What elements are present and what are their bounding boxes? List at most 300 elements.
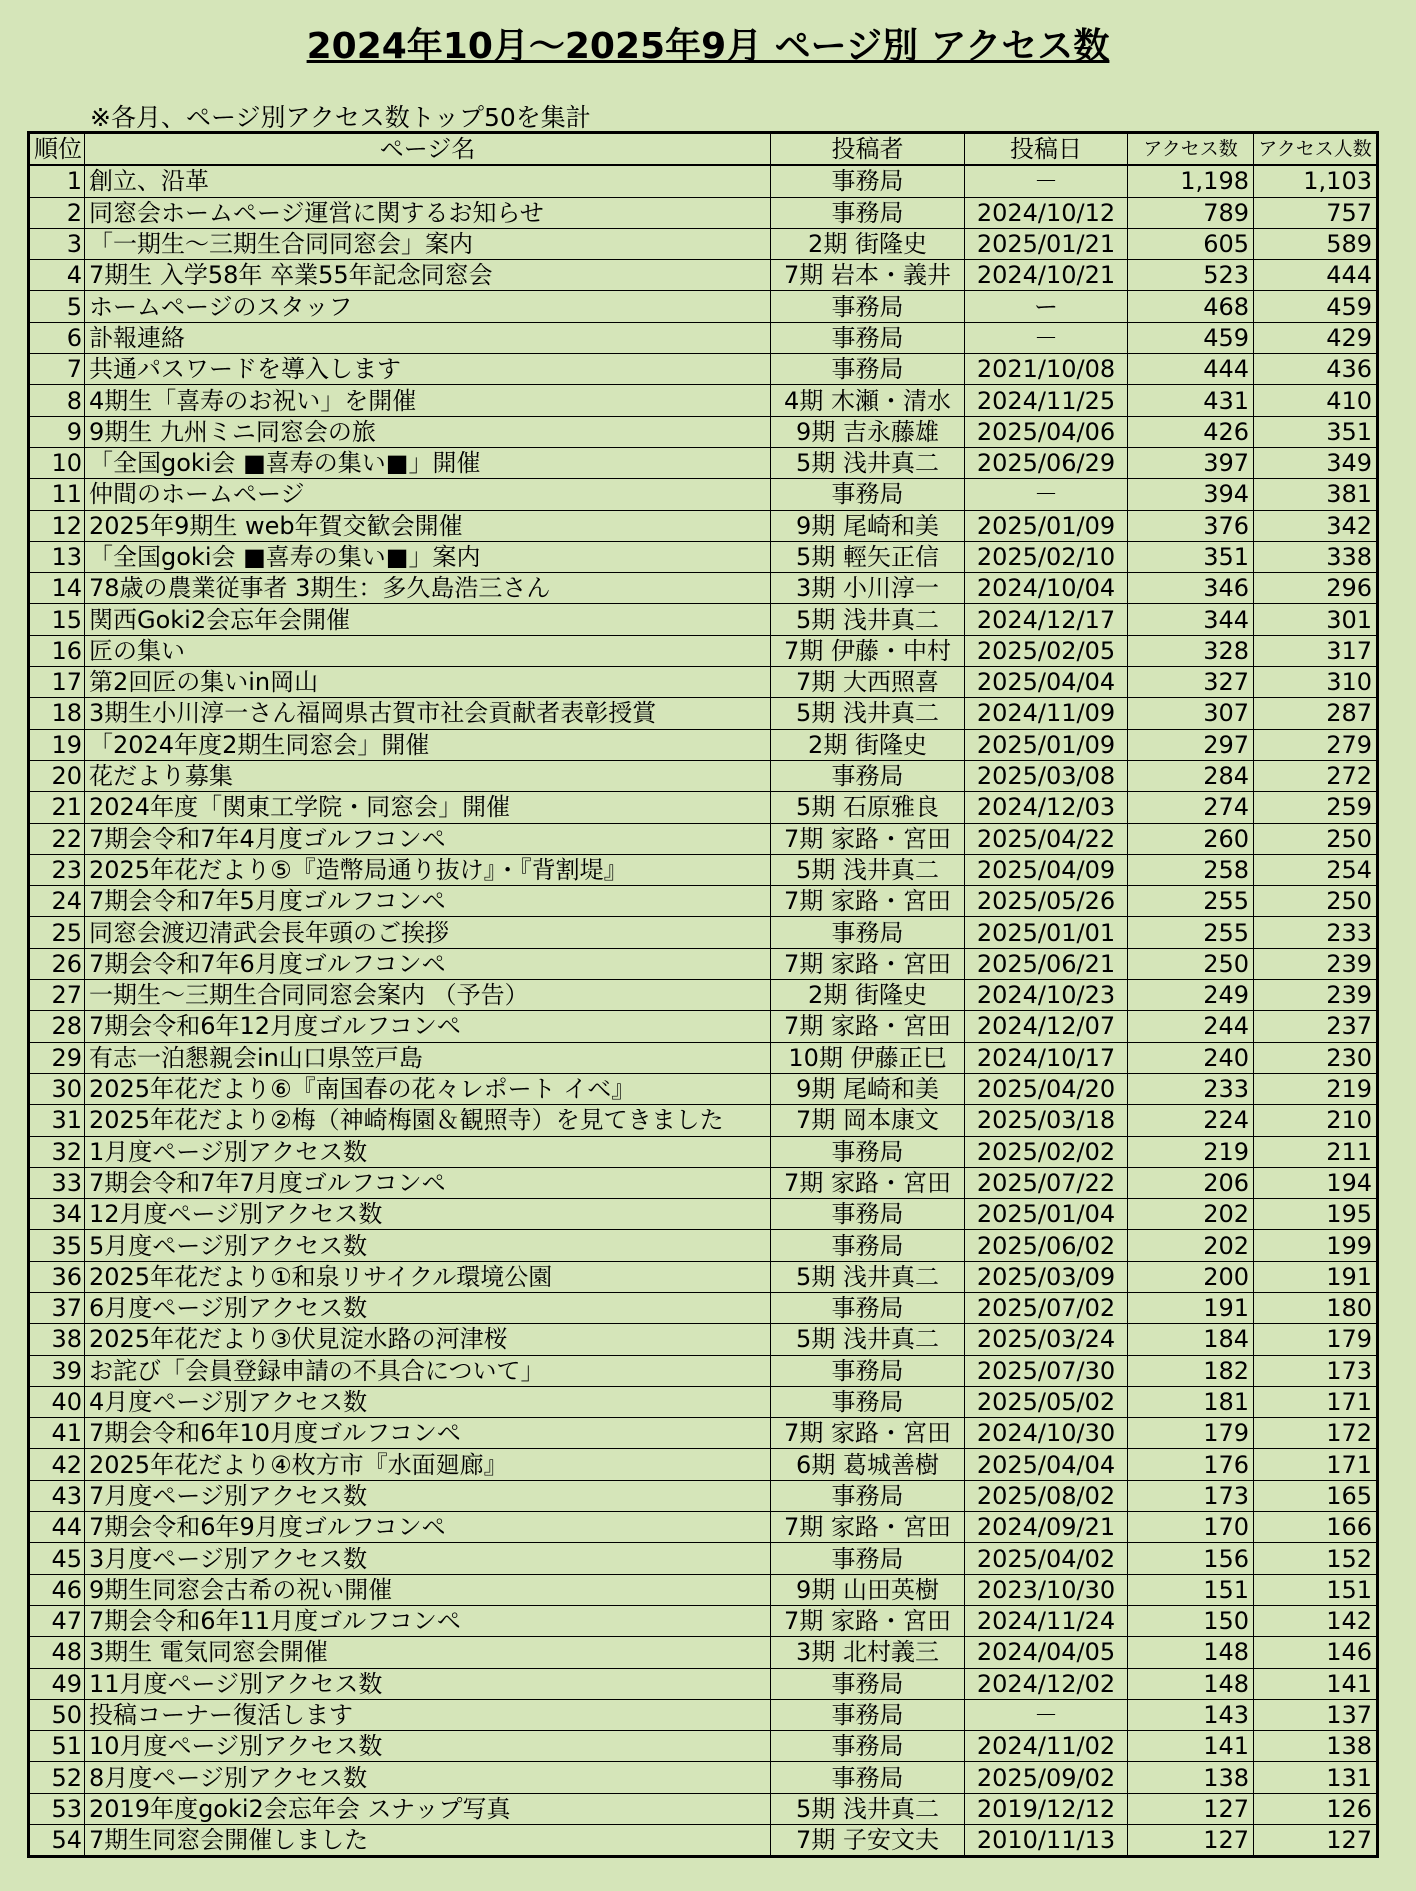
row-visitor-count: 233 bbox=[1254, 917, 1378, 948]
row-page-name: 4期生「喜寿のお祝い」を開催 bbox=[85, 385, 771, 416]
row-author: 2期 街隆史 bbox=[771, 729, 965, 760]
table-row bbox=[29, 635, 1378, 666]
row-visitor-count: 436 bbox=[1254, 354, 1378, 385]
row-access-count: 376 bbox=[1128, 510, 1254, 541]
row-rank: 6 bbox=[29, 322, 85, 353]
row-author: 事務局 bbox=[771, 1762, 965, 1793]
row-author: 5期 浅井真二 bbox=[771, 604, 965, 635]
row-visitor-count: 237 bbox=[1254, 1011, 1378, 1042]
row-author: 5期 浅井真二 bbox=[771, 698, 965, 729]
row-rank: 22 bbox=[29, 823, 85, 854]
row-rank: 14 bbox=[29, 573, 85, 604]
row-rank: 26 bbox=[29, 948, 85, 979]
row-access-count: 148 bbox=[1128, 1668, 1254, 1699]
row-author: 7期 家路・宮田 bbox=[771, 823, 965, 854]
row-page-name: 7期会令和7年4月度ゴルフコンペ bbox=[85, 823, 771, 854]
table-row bbox=[29, 228, 1378, 259]
row-access-count: 605 bbox=[1128, 228, 1254, 259]
row-rank: 36 bbox=[29, 1261, 85, 1292]
row-visitor-count: 301 bbox=[1254, 604, 1378, 635]
row-access-count: 202 bbox=[1128, 1230, 1254, 1261]
row-post-date: 2025/01/09 bbox=[965, 510, 1128, 541]
header-access-count: アクセス数 bbox=[1128, 133, 1254, 166]
row-author: 事務局 bbox=[771, 1355, 965, 1386]
row-rank: 3 bbox=[29, 228, 85, 259]
row-visitor-count: 199 bbox=[1254, 1230, 1378, 1261]
row-rank: 34 bbox=[29, 1199, 85, 1230]
page-title: 2024年10月～2025年9月 ページ別 アクセス数 bbox=[306, 26, 1110, 67]
row-visitor-count: 172 bbox=[1254, 1418, 1378, 1449]
row-rank: 45 bbox=[29, 1543, 85, 1574]
row-post-date: 2024/12/03 bbox=[965, 792, 1128, 823]
table-row bbox=[29, 886, 1378, 917]
table-row bbox=[29, 1324, 1378, 1355]
table-row bbox=[29, 917, 1378, 948]
row-access-count: 249 bbox=[1128, 980, 1254, 1011]
row-access-count: 260 bbox=[1128, 823, 1254, 854]
table-row bbox=[29, 1699, 1378, 1730]
row-access-count: 431 bbox=[1128, 385, 1254, 416]
row-post-date: 2025/04/06 bbox=[965, 416, 1128, 447]
row-page-name: 2025年花だより⑤『造幣局通り抜け』・『背割堤』 bbox=[85, 854, 771, 885]
table-row bbox=[29, 573, 1378, 604]
row-post-date: 2024/10/30 bbox=[965, 1418, 1128, 1449]
row-page-name: 「全国goki会 ■喜寿の集い■」案内 bbox=[85, 541, 771, 572]
row-visitor-count: 131 bbox=[1254, 1762, 1378, 1793]
row-author: 7期 家路・宮田 bbox=[771, 1011, 965, 1042]
row-page-name: 9期生 九州ミニ同窓会の旅 bbox=[85, 416, 771, 447]
row-post-date: 2024/12/02 bbox=[965, 1668, 1128, 1699]
row-post-date: 2025/03/24 bbox=[965, 1324, 1128, 1355]
row-page-name: 12月度ページ別アクセス数 bbox=[85, 1199, 771, 1230]
table-row bbox=[29, 416, 1378, 447]
table-row bbox=[29, 980, 1378, 1011]
row-post-date: 2025/02/05 bbox=[965, 635, 1128, 666]
row-page-name: 7期生 入学58年 卒業55年記念同窓会 bbox=[85, 260, 771, 291]
row-access-count: 141 bbox=[1128, 1731, 1254, 1762]
row-visitor-count: 194 bbox=[1254, 1167, 1378, 1198]
row-post-date: － bbox=[965, 479, 1128, 510]
row-post-date: 2024/11/24 bbox=[965, 1605, 1128, 1636]
table-row bbox=[29, 1637, 1378, 1668]
row-access-count: 170 bbox=[1128, 1512, 1254, 1543]
table-row bbox=[29, 604, 1378, 635]
row-post-date: 2024/10/12 bbox=[965, 197, 1128, 228]
row-page-name: 8月度ページ別アクセス数 bbox=[85, 1762, 771, 1793]
table-row bbox=[29, 1355, 1378, 1386]
row-post-date: 2010/11/13 bbox=[965, 1825, 1128, 1857]
row-access-count: 394 bbox=[1128, 479, 1254, 510]
row-page-name: 3期生 電気同窓会開催 bbox=[85, 1637, 771, 1668]
row-access-count: 143 bbox=[1128, 1699, 1254, 1730]
row-visitor-count: 230 bbox=[1254, 1042, 1378, 1073]
row-rank: 24 bbox=[29, 886, 85, 917]
header-author: 投稿者 bbox=[771, 133, 965, 166]
row-rank: 29 bbox=[29, 1042, 85, 1073]
row-author: 事務局 bbox=[771, 197, 965, 228]
row-page-name: 2025年花だより④枚方市『水面廻廊』 bbox=[85, 1449, 771, 1480]
row-visitor-count: 259 bbox=[1254, 792, 1378, 823]
row-access-count: 184 bbox=[1128, 1324, 1254, 1355]
row-page-name: 5月度ページ別アクセス数 bbox=[85, 1230, 771, 1261]
row-post-date: 2025/06/21 bbox=[965, 948, 1128, 979]
row-page-name: 2025年花だより③伏見淀水路の河津桜 bbox=[85, 1324, 771, 1355]
row-access-count: 255 bbox=[1128, 917, 1254, 948]
row-author: 5期 浅井真二 bbox=[771, 1261, 965, 1292]
row-rank: 5 bbox=[29, 291, 85, 322]
row-author: 事務局 bbox=[771, 1668, 965, 1699]
row-post-date: 2024/12/17 bbox=[965, 604, 1128, 635]
row-post-date: － bbox=[965, 1699, 1128, 1730]
row-page-name: 関西Goki2会忘年会開催 bbox=[85, 604, 771, 635]
table-row bbox=[29, 260, 1378, 291]
row-page-name: 7期会令和6年11月度ゴルフコンペ bbox=[85, 1605, 771, 1636]
table-row bbox=[29, 854, 1378, 885]
row-author: 事務局 bbox=[771, 1199, 965, 1230]
row-page-name: 7期生同窓会開催しました bbox=[85, 1825, 771, 1857]
row-rank: 43 bbox=[29, 1480, 85, 1511]
row-visitor-count: 171 bbox=[1254, 1386, 1378, 1417]
row-author: 事務局 bbox=[771, 322, 965, 353]
row-rank: 46 bbox=[29, 1574, 85, 1605]
row-post-date: 2024/10/21 bbox=[965, 260, 1128, 291]
row-rank: 37 bbox=[29, 1292, 85, 1323]
row-post-date: 2025/05/02 bbox=[965, 1386, 1128, 1417]
row-access-count: 328 bbox=[1128, 635, 1254, 666]
row-post-date: 2024/10/23 bbox=[965, 980, 1128, 1011]
row-post-date: 2025/04/20 bbox=[965, 1073, 1128, 1104]
row-post-date: 2025/05/26 bbox=[965, 886, 1128, 917]
row-page-name: 2024年度「関東工学院・同窓会」開催 bbox=[85, 792, 771, 823]
table-row bbox=[29, 1073, 1378, 1104]
table-row bbox=[29, 1105, 1378, 1136]
row-post-date: 2023/10/30 bbox=[965, 1574, 1128, 1605]
row-access-count: 148 bbox=[1128, 1637, 1254, 1668]
table-row bbox=[29, 948, 1378, 979]
row-access-count: 127 bbox=[1128, 1825, 1254, 1857]
row-author: 7期 伊藤・中村 bbox=[771, 635, 965, 666]
row-access-count: 307 bbox=[1128, 698, 1254, 729]
row-page-name: 「全国goki会 ■喜寿の集い■」開催 bbox=[85, 447, 771, 478]
row-page-name: 7期会令和7年7月度ゴルフコンペ bbox=[85, 1167, 771, 1198]
row-access-count: 426 bbox=[1128, 416, 1254, 447]
row-visitor-count: 165 bbox=[1254, 1480, 1378, 1511]
row-rank: 10 bbox=[29, 447, 85, 478]
row-visitor-count: 250 bbox=[1254, 823, 1378, 854]
row-visitor-count: 381 bbox=[1254, 479, 1378, 510]
row-rank: 51 bbox=[29, 1731, 85, 1762]
row-access-count: 138 bbox=[1128, 1762, 1254, 1793]
row-access-count: 150 bbox=[1128, 1605, 1254, 1636]
row-rank: 48 bbox=[29, 1637, 85, 1668]
row-access-count: 224 bbox=[1128, 1105, 1254, 1136]
row-page-name: 訃報連絡 bbox=[85, 322, 771, 353]
row-post-date: 2024/11/09 bbox=[965, 698, 1128, 729]
table-row bbox=[29, 1731, 1378, 1762]
row-post-date: 2024/11/02 bbox=[965, 1731, 1128, 1762]
row-page-name: ホームページのスタッフ bbox=[85, 291, 771, 322]
row-post-date: 2019/12/12 bbox=[965, 1793, 1128, 1824]
row-page-name: 7期会令和7年6月度ゴルフコンペ bbox=[85, 948, 771, 979]
row-visitor-count: 171 bbox=[1254, 1449, 1378, 1480]
header-rank: 順位 bbox=[29, 133, 85, 166]
row-page-name: 7月度ページ別アクセス数 bbox=[85, 1480, 771, 1511]
row-author: 7期 岡本康文 bbox=[771, 1105, 965, 1136]
row-author: 事務局 bbox=[771, 1543, 965, 1574]
row-author: 7期 家路・宮田 bbox=[771, 886, 965, 917]
row-access-count: 351 bbox=[1128, 541, 1254, 572]
row-author: 5期 輕矢正信 bbox=[771, 541, 965, 572]
row-author: 7期 子安文夫 bbox=[771, 1825, 965, 1857]
row-post-date: 2025/01/21 bbox=[965, 228, 1128, 259]
table-row bbox=[29, 823, 1378, 854]
row-author: 5期 浅井真二 bbox=[771, 854, 965, 885]
row-page-name: 3期生小川淳一さん福岡県古賀市社会貢献者表彰授賞 bbox=[85, 698, 771, 729]
row-page-name: 7期会令和6年10月度ゴルフコンペ bbox=[85, 1418, 771, 1449]
row-access-count: 258 bbox=[1128, 854, 1254, 885]
row-author: 5期 浅井真二 bbox=[771, 447, 965, 478]
table-row bbox=[29, 1292, 1378, 1323]
row-access-count: 468 bbox=[1128, 291, 1254, 322]
row-author: 5期 浅井真二 bbox=[771, 1324, 965, 1355]
row-rank: 15 bbox=[29, 604, 85, 635]
row-visitor-count: 239 bbox=[1254, 980, 1378, 1011]
row-rank: 41 bbox=[29, 1418, 85, 1449]
row-page-name: 仲間のホームページ bbox=[85, 479, 771, 510]
row-visitor-count: 272 bbox=[1254, 760, 1378, 791]
row-post-date: 2021/10/08 bbox=[965, 354, 1128, 385]
row-rank: 8 bbox=[29, 385, 85, 416]
row-page-name: 「一期生～三期生合同同窓会」案内 bbox=[85, 228, 771, 259]
row-post-date: 2025/04/04 bbox=[965, 667, 1128, 698]
row-page-name: 花だより募集 bbox=[85, 760, 771, 791]
row-post-date: 2025/09/02 bbox=[965, 1762, 1128, 1793]
row-author: 2期 街隆史 bbox=[771, 228, 965, 259]
row-author: 9期 山田英樹 bbox=[771, 1574, 965, 1605]
row-post-date: 2024/10/04 bbox=[965, 573, 1128, 604]
row-visitor-count: 180 bbox=[1254, 1292, 1378, 1323]
row-rank: 23 bbox=[29, 854, 85, 885]
table-row bbox=[29, 1011, 1378, 1042]
row-post-date: 2025/01/04 bbox=[965, 1199, 1128, 1230]
table-row bbox=[29, 1261, 1378, 1292]
row-post-date: 2025/06/02 bbox=[965, 1230, 1128, 1261]
table-row bbox=[29, 322, 1378, 353]
row-author: 事務局 bbox=[771, 1292, 965, 1323]
row-post-date: 2025/02/10 bbox=[965, 541, 1128, 572]
row-visitor-count: 349 bbox=[1254, 447, 1378, 478]
row-access-count: 233 bbox=[1128, 1073, 1254, 1104]
row-access-count: 459 bbox=[1128, 322, 1254, 353]
table-row bbox=[29, 1386, 1378, 1417]
row-post-date: 2025/01/09 bbox=[965, 729, 1128, 760]
header-visitor-count: アクセス人数 bbox=[1254, 133, 1378, 166]
row-post-date: 2025/04/22 bbox=[965, 823, 1128, 854]
row-post-date: 2025/03/18 bbox=[965, 1105, 1128, 1136]
row-rank: 16 bbox=[29, 635, 85, 666]
row-page-name: 2019年度goki2会忘年会 スナップ写真 bbox=[85, 1793, 771, 1824]
table-note: ※各月、ページ別アクセス数トップ50を集計 bbox=[90, 103, 591, 132]
row-rank: 42 bbox=[29, 1449, 85, 1480]
row-access-count: 344 bbox=[1128, 604, 1254, 635]
row-page-name: 7期会令和6年9月度ゴルフコンペ bbox=[85, 1512, 771, 1543]
table-row bbox=[29, 1199, 1378, 1230]
row-access-count: 176 bbox=[1128, 1449, 1254, 1480]
row-page-name: 「2024年度2期生同窓会」開催 bbox=[85, 729, 771, 760]
row-access-count: 219 bbox=[1128, 1136, 1254, 1167]
row-rank: 32 bbox=[29, 1136, 85, 1167]
row-author: 7期 家路・宮田 bbox=[771, 1512, 965, 1543]
row-visitor-count: 173 bbox=[1254, 1355, 1378, 1386]
table-body bbox=[29, 165, 1378, 1857]
row-access-count: 255 bbox=[1128, 886, 1254, 917]
row-visitor-count: 410 bbox=[1254, 385, 1378, 416]
row-access-count: 181 bbox=[1128, 1386, 1254, 1417]
row-visitor-count: 254 bbox=[1254, 854, 1378, 885]
row-visitor-count: 166 bbox=[1254, 1512, 1378, 1543]
row-author: 事務局 bbox=[771, 917, 965, 948]
row-access-count: 297 bbox=[1128, 729, 1254, 760]
row-visitor-count: 195 bbox=[1254, 1199, 1378, 1230]
row-access-count: 240 bbox=[1128, 1042, 1254, 1073]
row-rank: 28 bbox=[29, 1011, 85, 1042]
row-visitor-count: 151 bbox=[1254, 1574, 1378, 1605]
row-visitor-count: 338 bbox=[1254, 541, 1378, 572]
row-visitor-count: 219 bbox=[1254, 1073, 1378, 1104]
table-row bbox=[29, 1574, 1378, 1605]
row-rank: 27 bbox=[29, 980, 85, 1011]
row-visitor-count: 210 bbox=[1254, 1105, 1378, 1136]
row-visitor-count: 179 bbox=[1254, 1324, 1378, 1355]
header-post-date: 投稿日 bbox=[965, 133, 1128, 166]
row-access-count: 250 bbox=[1128, 948, 1254, 979]
row-access-count: 327 bbox=[1128, 667, 1254, 698]
row-author: 事務局 bbox=[771, 1480, 965, 1511]
row-author: 4期 木瀬・清水 bbox=[771, 385, 965, 416]
row-author: 7期 家路・宮田 bbox=[771, 1605, 965, 1636]
row-post-date: 2025/04/04 bbox=[965, 1449, 1128, 1480]
row-rank: 25 bbox=[29, 917, 85, 948]
row-page-name: 2025年9期生 web年賀交歓会開催 bbox=[85, 510, 771, 541]
table-row bbox=[29, 760, 1378, 791]
row-author: 事務局 bbox=[771, 1731, 965, 1762]
table-row bbox=[29, 1512, 1378, 1543]
row-rank: 47 bbox=[29, 1605, 85, 1636]
table-row bbox=[29, 165, 1378, 197]
table-header-row bbox=[29, 133, 1378, 166]
row-rank: 21 bbox=[29, 792, 85, 823]
row-author: 7期 家路・宮田 bbox=[771, 1167, 965, 1198]
row-author: 事務局 bbox=[771, 291, 965, 322]
row-post-date: 2024/09/21 bbox=[965, 1512, 1128, 1543]
table-row bbox=[29, 698, 1378, 729]
row-author: 事務局 bbox=[771, 165, 965, 197]
row-post-date: ー bbox=[965, 291, 1128, 322]
table-row bbox=[29, 1543, 1378, 1574]
row-visitor-count: 191 bbox=[1254, 1261, 1378, 1292]
table-row bbox=[29, 1042, 1378, 1073]
row-author: 5期 石原雅良 bbox=[771, 792, 965, 823]
row-visitor-count: 137 bbox=[1254, 1699, 1378, 1730]
row-visitor-count: 146 bbox=[1254, 1637, 1378, 1668]
row-access-count: 191 bbox=[1128, 1292, 1254, 1323]
table-row bbox=[29, 385, 1378, 416]
row-post-date: 2025/08/02 bbox=[965, 1480, 1128, 1511]
row-visitor-count: 351 bbox=[1254, 416, 1378, 447]
row-post-date: 2025/03/09 bbox=[965, 1261, 1128, 1292]
row-rank: 50 bbox=[29, 1699, 85, 1730]
row-access-count: 1,198 bbox=[1128, 165, 1254, 197]
table-row bbox=[29, 1793, 1378, 1824]
row-page-name: 1月度ページ別アクセス数 bbox=[85, 1136, 771, 1167]
row-access-count: 523 bbox=[1128, 260, 1254, 291]
row-post-date: 2025/07/02 bbox=[965, 1292, 1128, 1323]
row-author: 9期 尾崎和美 bbox=[771, 1073, 965, 1104]
row-rank: 4 bbox=[29, 260, 85, 291]
table-row bbox=[29, 354, 1378, 385]
row-page-name: 匠の集い bbox=[85, 635, 771, 666]
row-access-count: 151 bbox=[1128, 1574, 1254, 1605]
table-row bbox=[29, 1449, 1378, 1480]
row-post-date: 2025/06/29 bbox=[965, 447, 1128, 478]
row-access-count: 397 bbox=[1128, 447, 1254, 478]
table-row bbox=[29, 1480, 1378, 1511]
row-rank: 18 bbox=[29, 698, 85, 729]
row-author: 7期 家路・宮田 bbox=[771, 948, 965, 979]
row-access-count: 182 bbox=[1128, 1355, 1254, 1386]
row-page-name: 4月度ページ別アクセス数 bbox=[85, 1386, 771, 1417]
row-access-count: 444 bbox=[1128, 354, 1254, 385]
row-page-name: 有志一泊懇親会in山口県笠戸島 bbox=[85, 1042, 771, 1073]
row-access-count: 284 bbox=[1128, 760, 1254, 791]
row-rank: 17 bbox=[29, 667, 85, 698]
row-author: 3期 小川淳一 bbox=[771, 573, 965, 604]
row-author: 9期 尾崎和美 bbox=[771, 510, 965, 541]
row-rank: 1 bbox=[29, 165, 85, 197]
row-visitor-count: 444 bbox=[1254, 260, 1378, 291]
row-page-name: 78歳の農業従事者 3期生：多久島浩三さん bbox=[85, 573, 771, 604]
row-author: 10期 伊藤正巳 bbox=[771, 1042, 965, 1073]
row-page-name: 創立、沿革 bbox=[85, 165, 771, 197]
row-post-date: 2025/04/02 bbox=[965, 1543, 1128, 1574]
row-post-date: 2025/07/30 bbox=[965, 1355, 1128, 1386]
table-row bbox=[29, 1230, 1378, 1261]
row-visitor-count: 317 bbox=[1254, 635, 1378, 666]
table-row bbox=[29, 667, 1378, 698]
row-page-name: 共通パスワードを導入します bbox=[85, 354, 771, 385]
row-visitor-count: 342 bbox=[1254, 510, 1378, 541]
row-page-name: 一期生～三期生合同同窓会案内 （予告） bbox=[85, 980, 771, 1011]
row-access-count: 244 bbox=[1128, 1011, 1254, 1042]
row-visitor-count: 126 bbox=[1254, 1793, 1378, 1824]
row-visitor-count: 250 bbox=[1254, 886, 1378, 917]
row-rank: 38 bbox=[29, 1324, 85, 1355]
table-row bbox=[29, 447, 1378, 478]
table-row bbox=[29, 291, 1378, 322]
row-author: 事務局 bbox=[771, 1136, 965, 1167]
row-rank: 9 bbox=[29, 416, 85, 447]
row-author: 5期 浅井真二 bbox=[771, 1793, 965, 1824]
row-page-name: 2025年花だより①和泉リサイクル環境公園 bbox=[85, 1261, 771, 1292]
row-post-date: 2024/11/25 bbox=[965, 385, 1128, 416]
row-post-date: 2025/04/09 bbox=[965, 854, 1128, 885]
row-access-count: 274 bbox=[1128, 792, 1254, 823]
row-post-date: 2025/02/02 bbox=[965, 1136, 1128, 1167]
row-rank: 54 bbox=[29, 1825, 85, 1857]
row-page-name: 7期会令和7年5月度ゴルフコンペ bbox=[85, 886, 771, 917]
row-visitor-count: 138 bbox=[1254, 1731, 1378, 1762]
row-access-count: 156 bbox=[1128, 1543, 1254, 1574]
